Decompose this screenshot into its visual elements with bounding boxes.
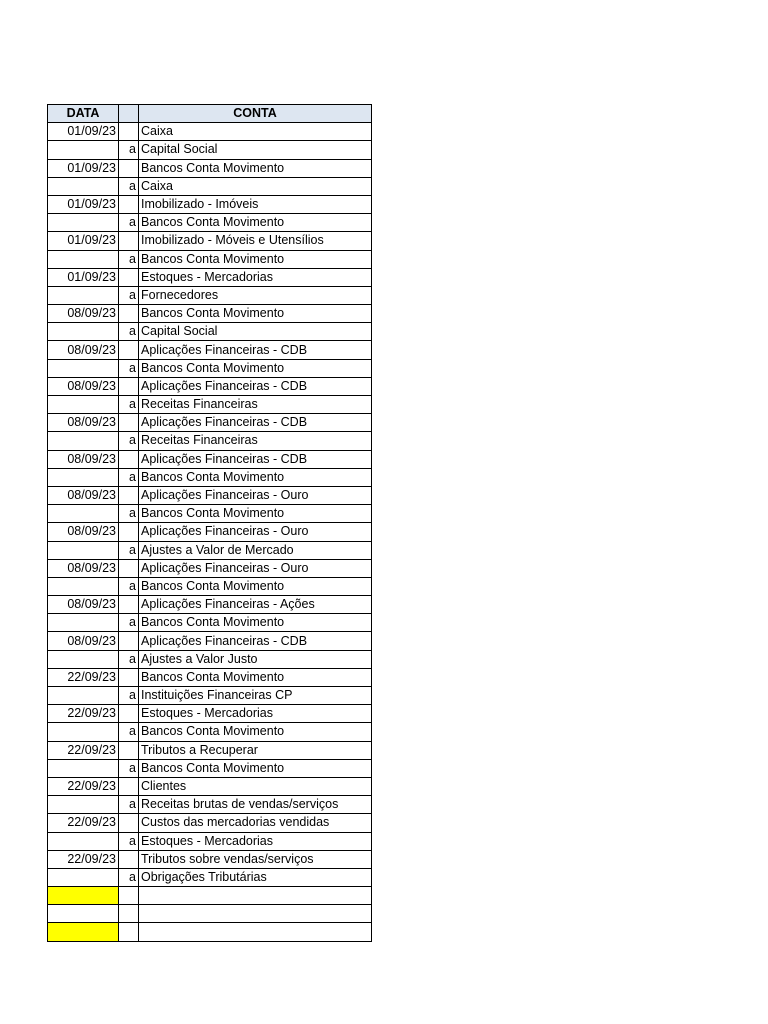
date-cell[interactable]: [48, 214, 119, 232]
table-row: [48, 777, 372, 795]
account-cell[interactable]: Aplicações Financeiras - Ações: [139, 596, 372, 614]
flag-cell[interactable]: [119, 123, 139, 141]
account-cell[interactable]: Aplicações Financeiras - Ouro: [139, 559, 372, 577]
flag-cell[interactable]: [119, 777, 139, 795]
account-cell[interactable]: Ajustes a Valor Justo: [139, 650, 372, 668]
flag-cell[interactable]: [119, 450, 139, 468]
flag-cell[interactable]: [119, 523, 139, 541]
date-cell[interactable]: 01/09/23: [48, 123, 119, 141]
flag-cell[interactable]: a: [119, 432, 139, 450]
flag-cell[interactable]: a: [119, 614, 139, 632]
flag-cell[interactable]: a: [119, 468, 139, 486]
date-cell[interactable]: [48, 796, 119, 814]
date-cell[interactable]: 08/09/23: [48, 486, 119, 504]
date-cell[interactable]: 01/09/23: [48, 232, 119, 250]
date-cell[interactable]: [48, 250, 119, 268]
flag-cell[interactable]: a: [119, 650, 139, 668]
account-cell[interactable]: Aplicações Financeiras - Ouro: [139, 523, 372, 541]
account-cell[interactable]: Tributos sobre vendas/serviços: [139, 850, 372, 868]
table-row: [48, 687, 372, 705]
flag-cell[interactable]: [119, 632, 139, 650]
account-cell[interactable]: Bancos Conta Movimento: [139, 759, 372, 777]
table-row: [48, 614, 372, 632]
account-cell[interactable]: Custos das mercadorias vendidas: [139, 814, 372, 832]
flag-cell[interactable]: a: [119, 577, 139, 595]
account-cell[interactable]: [139, 923, 372, 941]
table-row: [48, 195, 372, 213]
flag-cell[interactable]: [119, 668, 139, 686]
table-row: [48, 705, 372, 723]
table-row: [48, 559, 372, 577]
date-cell[interactable]: [48, 541, 119, 559]
account-cell[interactable]: Estoques - Mercadorias: [139, 268, 372, 286]
table-row: [48, 541, 372, 559]
table-row: [48, 359, 372, 377]
account-cell[interactable]: Estoques - Mercadorias: [139, 705, 372, 723]
account-cell[interactable]: Bancos Conta Movimento: [139, 668, 372, 686]
date-cell[interactable]: 08/09/23: [48, 523, 119, 541]
table-row: [48, 286, 372, 304]
table-row: [48, 486, 372, 504]
flag-cell[interactable]: a: [119, 759, 139, 777]
date-cell[interactable]: [48, 577, 119, 595]
table-row: [48, 723, 372, 741]
table-row: [48, 396, 372, 414]
account-cell[interactable]: Clientes: [139, 777, 372, 795]
table-row: [48, 450, 372, 468]
flag-cell[interactable]: [119, 596, 139, 614]
date-cell[interactable]: 08/09/23: [48, 450, 119, 468]
account-cell[interactable]: Obrigações Tributárias: [139, 868, 372, 886]
flag-cell[interactable]: [119, 814, 139, 832]
date-cell[interactable]: [48, 141, 119, 159]
account-cell[interactable]: Bancos Conta Movimento: [139, 614, 372, 632]
date-cell[interactable]: 22/09/23: [48, 777, 119, 795]
table-row: [48, 341, 372, 359]
date-cell[interactable]: 22/09/23: [48, 668, 119, 686]
flag-cell[interactable]: [119, 486, 139, 504]
flag-cell[interactable]: [119, 905, 139, 923]
date-cell[interactable]: [48, 905, 119, 923]
account-cell[interactable]: [139, 887, 372, 905]
date-cell[interactable]: [48, 923, 119, 941]
account-cell[interactable]: Aplicações Financeiras - CDB: [139, 450, 372, 468]
table-row: [48, 668, 372, 686]
account-cell[interactable]: Caixa: [139, 123, 372, 141]
account-cell[interactable]: Instituições Financeiras CP: [139, 687, 372, 705]
flag-cell[interactable]: a: [119, 141, 139, 159]
flag-cell[interactable]: [119, 559, 139, 577]
flag-cell[interactable]: a: [119, 505, 139, 523]
table-row: [48, 741, 372, 759]
account-cell[interactable]: Bancos Conta Movimento: [139, 577, 372, 595]
table-row: [48, 887, 372, 905]
account-cell[interactable]: Bancos Conta Movimento: [139, 159, 372, 177]
date-cell[interactable]: [48, 286, 119, 304]
flag-cell[interactable]: a: [119, 214, 139, 232]
header-date: DATA: [48, 105, 119, 123]
date-cell[interactable]: 08/09/23: [48, 305, 119, 323]
table-row: [48, 832, 372, 850]
date-cell[interactable]: [48, 687, 119, 705]
account-cell[interactable]: Bancos Conta Movimento: [139, 468, 372, 486]
flag-cell[interactable]: [119, 305, 139, 323]
account-cell[interactable]: [139, 905, 372, 923]
flag-cell[interactable]: [119, 414, 139, 432]
account-cell[interactable]: Receitas Financeiras: [139, 432, 372, 450]
date-cell[interactable]: [48, 723, 119, 741]
account-cell[interactable]: Estoques - Mercadorias: [139, 832, 372, 850]
account-cell[interactable]: Bancos Conta Movimento: [139, 359, 372, 377]
flag-cell[interactable]: a: [119, 286, 139, 304]
account-cell[interactable]: Bancos Conta Movimento: [139, 250, 372, 268]
date-cell[interactable]: [48, 868, 119, 886]
date-cell[interactable]: [48, 650, 119, 668]
account-cell[interactable]: Receitas brutas de vendas/serviços: [139, 796, 372, 814]
table-row: [48, 850, 372, 868]
date-cell[interactable]: [48, 396, 119, 414]
date-cell[interactable]: 01/09/23: [48, 159, 119, 177]
table-row: [48, 232, 372, 250]
date-cell[interactable]: 01/09/23: [48, 268, 119, 286]
flag-cell[interactable]: a: [119, 796, 139, 814]
account-cell[interactable]: Receitas Financeiras: [139, 396, 372, 414]
account-cell[interactable]: Imobilizado - Móveis e Utensílios: [139, 232, 372, 250]
account-cell[interactable]: Aplicações Financeiras - CDB: [139, 632, 372, 650]
date-cell[interactable]: 08/09/23: [48, 414, 119, 432]
flag-cell[interactable]: [119, 377, 139, 395]
account-cell[interactable]: Aplicações Financeiras - CDB: [139, 414, 372, 432]
account-cell[interactable]: Aplicações Financeiras - CDB: [139, 341, 372, 359]
flag-cell[interactable]: a: [119, 723, 139, 741]
date-cell[interactable]: [48, 614, 119, 632]
flag-cell[interactable]: a: [119, 177, 139, 195]
account-cell[interactable]: Imobilizado - Imóveis: [139, 195, 372, 213]
account-cell[interactable]: Caixa: [139, 177, 372, 195]
account-cell[interactable]: Capital Social: [139, 141, 372, 159]
date-cell[interactable]: 08/09/23: [48, 341, 119, 359]
flag-cell[interactable]: [119, 741, 139, 759]
table-row: [48, 377, 372, 395]
date-cell[interactable]: [48, 759, 119, 777]
table-row: [48, 177, 372, 195]
account-cell[interactable]: Aplicações Financeiras - CDB: [139, 377, 372, 395]
table-row: [48, 759, 372, 777]
header-flag: [119, 105, 139, 123]
account-cell[interactable]: Fornecedores: [139, 286, 372, 304]
account-cell[interactable]: Capital Social: [139, 323, 372, 341]
account-cell[interactable]: Bancos Conta Movimento: [139, 723, 372, 741]
flag-cell[interactable]: a: [119, 396, 139, 414]
date-cell[interactable]: 08/09/23: [48, 377, 119, 395]
journal-table: [47, 104, 372, 942]
date-cell[interactable]: 22/09/23: [48, 705, 119, 723]
table-row: [48, 796, 372, 814]
table-row: [48, 123, 372, 141]
table-row: [48, 250, 372, 268]
flag-cell[interactable]: [119, 341, 139, 359]
flag-cell[interactable]: a: [119, 687, 139, 705]
table-row: [48, 414, 372, 432]
date-cell[interactable]: [48, 323, 119, 341]
flag-cell[interactable]: [119, 887, 139, 905]
table-row: [48, 650, 372, 668]
table-row: [48, 432, 372, 450]
table-row: [48, 868, 372, 886]
table-row: [48, 523, 372, 541]
account-cell[interactable]: Bancos Conta Movimento: [139, 214, 372, 232]
header-row: [48, 105, 372, 123]
table-row: [48, 268, 372, 286]
date-cell[interactable]: 08/09/23: [48, 596, 119, 614]
date-cell[interactable]: 01/09/23: [48, 195, 119, 213]
table-row: [48, 905, 372, 923]
table-row: [48, 923, 372, 941]
flag-cell[interactable]: a: [119, 868, 139, 886]
header-account: CONTA: [139, 105, 372, 123]
table-row: [48, 323, 372, 341]
journal-body: [48, 123, 372, 941]
table-row: [48, 468, 372, 486]
date-cell[interactable]: 08/09/23: [48, 632, 119, 650]
account-cell[interactable]: Bancos Conta Movimento: [139, 305, 372, 323]
flag-cell[interactable]: [119, 159, 139, 177]
date-cell[interactable]: 22/09/23: [48, 850, 119, 868]
date-cell[interactable]: 08/09/23: [48, 559, 119, 577]
flag-cell[interactable]: a: [119, 359, 139, 377]
date-cell[interactable]: [48, 505, 119, 523]
flag-cell[interactable]: [119, 268, 139, 286]
flag-cell[interactable]: [119, 705, 139, 723]
flag-cell[interactable]: a: [119, 250, 139, 268]
date-cell[interactable]: [48, 177, 119, 195]
date-cell[interactable]: [48, 832, 119, 850]
date-cell[interactable]: 22/09/23: [48, 741, 119, 759]
table-row: [48, 632, 372, 650]
flag-cell[interactable]: [119, 232, 139, 250]
date-cell[interactable]: 22/09/23: [48, 814, 119, 832]
account-cell[interactable]: Tributos a Recuperar: [139, 741, 372, 759]
date-cell[interactable]: [48, 359, 119, 377]
table-row: [48, 505, 372, 523]
date-cell[interactable]: [48, 468, 119, 486]
table-row: [48, 596, 372, 614]
table-row: [48, 577, 372, 595]
flag-cell[interactable]: a: [119, 541, 139, 559]
account-cell[interactable]: Bancos Conta Movimento: [139, 505, 372, 523]
date-cell[interactable]: [48, 887, 119, 905]
date-cell[interactable]: [48, 432, 119, 450]
table-row: [48, 214, 372, 232]
table-row: [48, 159, 372, 177]
table-row: [48, 141, 372, 159]
flag-cell[interactable]: [119, 850, 139, 868]
flag-cell[interactable]: [119, 923, 139, 941]
flag-cell[interactable]: a: [119, 323, 139, 341]
flag-cell[interactable]: a: [119, 832, 139, 850]
account-cell[interactable]: Ajustes a Valor de Mercado: [139, 541, 372, 559]
table-row: [48, 814, 372, 832]
table-row: [48, 305, 372, 323]
flag-cell[interactable]: [119, 195, 139, 213]
account-cell[interactable]: Aplicações Financeiras - Ouro: [139, 486, 372, 504]
